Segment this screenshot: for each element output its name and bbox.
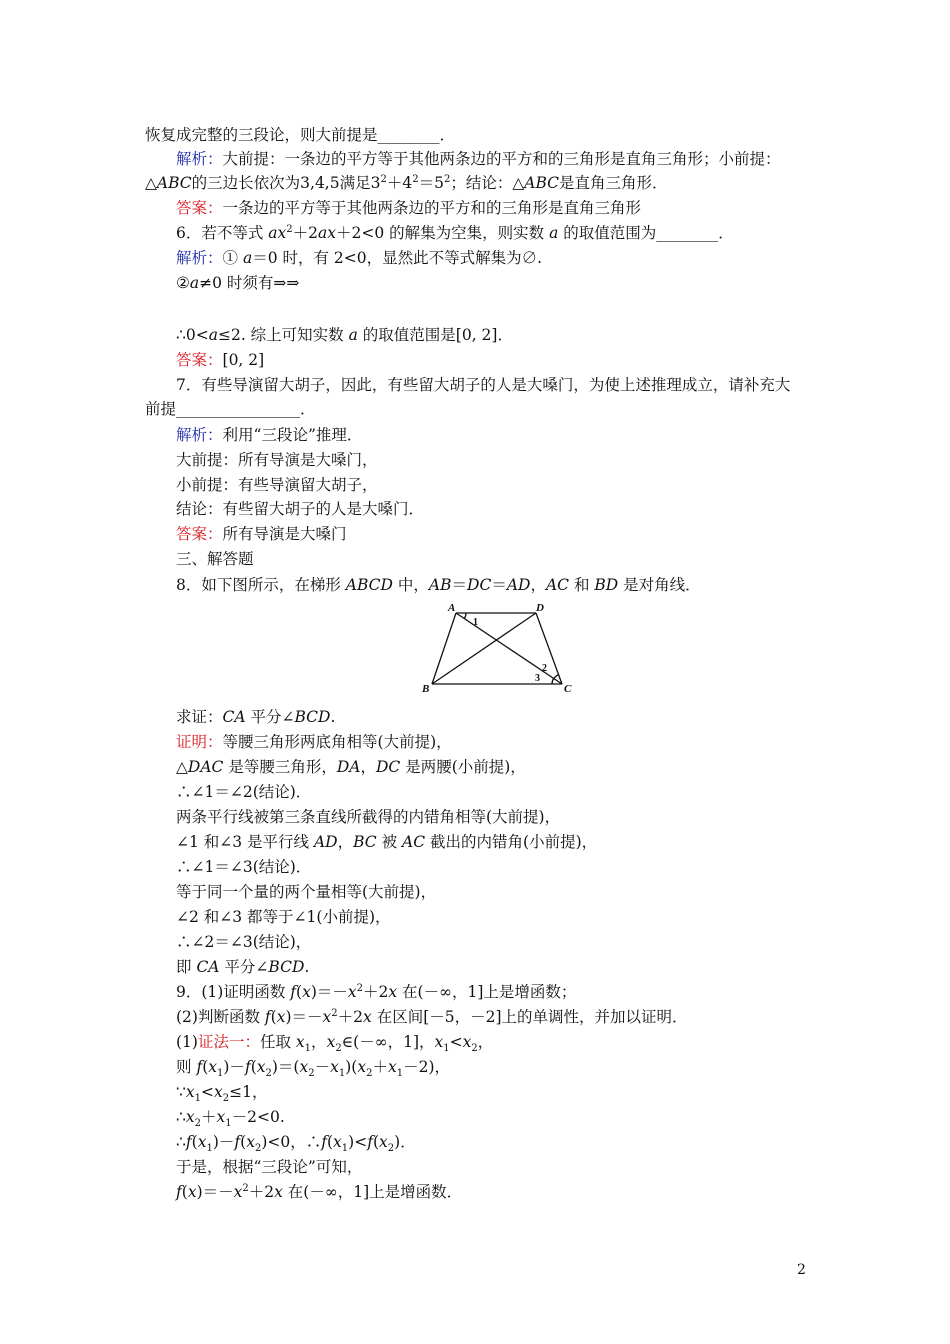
- text-line: [176, 1181, 856, 1203]
- superscript: 2: [286, 223, 293, 235]
- text: ∵: [176, 1083, 186, 1101]
- text: 截出的内错角(小前提)，: [425, 833, 598, 851]
- math-var: x: [256, 1058, 266, 1076]
- answer-label: 答案：: [176, 351, 223, 369]
- text: ＝: [451, 576, 468, 594]
- subscript: 1: [304, 1043, 312, 1055]
- text: △: [176, 758, 188, 776]
- question-line: [176, 574, 856, 596]
- subscript: 2: [265, 1068, 272, 1080]
- text-line: [176, 756, 856, 778]
- text: 的取值范围是[0, 2]．: [357, 326, 513, 344]
- text: 所有导演是大嗓门: [222, 525, 347, 543]
- text: ≤1，: [229, 1083, 268, 1101]
- text-line: [176, 1131, 856, 1153]
- text: ∴0<: [176, 326, 209, 344]
- text: (: [270, 1008, 277, 1026]
- text: )＝－: [196, 1183, 234, 1201]
- angle-3-arc: [552, 678, 554, 684]
- text: ＋: [201, 1108, 217, 1126]
- text-line: [176, 806, 856, 828]
- text: ，: [360, 758, 376, 776]
- text: ＋2: [363, 983, 389, 1001]
- text: ＝0 时，有 2<0，显然此不等式解集为∅.: [252, 249, 543, 267]
- text: ＋: [372, 1058, 388, 1076]
- math-var: a: [208, 326, 218, 344]
- section-heading: [176, 548, 856, 570]
- text: 被: [376, 833, 403, 851]
- text: ∴∠1＝∠3(结论)．: [176, 858, 312, 876]
- subscript: 2: [335, 1043, 342, 1055]
- text-line: [176, 1156, 856, 1178]
- text: ①: [222, 249, 243, 267]
- math-var: DA: [336, 758, 361, 776]
- subscript: 2: [222, 1093, 230, 1105]
- text: )(: [345, 1058, 358, 1076]
- math-var: AC: [545, 576, 570, 594]
- text: 结论：有些留大胡子的人是大嗓门．: [176, 500, 425, 518]
- text: (1): [176, 1033, 198, 1051]
- analysis-line: [176, 247, 856, 269]
- text: )＝(: [271, 1058, 300, 1076]
- vertex-label-d: D: [536, 602, 544, 614]
- math-var: x: [295, 1033, 305, 1051]
- text: ＋2: [292, 224, 319, 242]
- text: ；结论：△: [450, 174, 525, 192]
- text: 是等腰三角形，: [223, 758, 337, 776]
- math-var: x: [185, 1083, 195, 1101]
- text: ∈(－∞，1]，: [341, 1033, 435, 1051]
- superscript: 2: [331, 1007, 338, 1019]
- text: (2)判断函数: [176, 1008, 265, 1026]
- text: 大前提：一条边的平方等于其他两条边的平方和的三角形是直角三角形；小前提：: [222, 150, 781, 168]
- math-var: f: [196, 1058, 203, 1076]
- text-line: [176, 881, 856, 903]
- text: 6．若不等式: [176, 224, 269, 242]
- text: 7．有些导演留大胡子，因此，有些留大胡子的人是大嗓门，为使上述推理成立，请补充大: [176, 376, 791, 394]
- math-var: x: [347, 983, 357, 1001]
- text-line: [145, 124, 825, 146]
- text: )－: [223, 1058, 245, 1076]
- text: )<0，∴: [261, 1133, 322, 1151]
- math-var: BC: [353, 833, 377, 851]
- text: 任取: [259, 1033, 296, 1051]
- text: .: [304, 958, 310, 976]
- text-line: [176, 1056, 856, 1078]
- question-line: [176, 222, 856, 244]
- math-var: x: [434, 1033, 444, 1051]
- math-var: x: [299, 1058, 309, 1076]
- text: 求证：: [176, 708, 223, 726]
- math-var: x: [388, 1058, 397, 1076]
- text: 利用“三段论”推理．: [222, 426, 363, 444]
- text: 等腰三角形两底角相等(大前提)，: [222, 733, 452, 751]
- text: <: [201, 1083, 214, 1101]
- analysis-line: [176, 424, 856, 446]
- edge-ab: [432, 613, 456, 684]
- text-line: [176, 498, 856, 520]
- text-line: [176, 1106, 856, 1128]
- answer-line: [176, 349, 856, 371]
- text: ∴: [176, 1133, 186, 1151]
- text: 在区间[－5，－2]上的单调性，并加以证明．: [371, 1008, 688, 1026]
- answer-label: 答案：: [176, 199, 223, 217]
- math-var: x: [302, 983, 311, 1001]
- math-var: a: [348, 326, 358, 344]
- math-var: BD: [594, 576, 619, 594]
- superscript: 2: [380, 173, 387, 185]
- angle-2-arc: [554, 675, 559, 679]
- text: 在(－∞，1]上是增函数．: [282, 1183, 463, 1201]
- math-var: x: [197, 1133, 207, 1151]
- text: 则: [176, 1058, 197, 1076]
- text: ＝: [491, 576, 507, 594]
- text: 平分∠: [219, 958, 269, 976]
- math-var: x: [333, 1133, 342, 1151]
- math-var: DC: [467, 576, 492, 594]
- text: 中，: [392, 576, 429, 594]
- text-line: [145, 172, 825, 194]
- text: ∴: [176, 1108, 186, 1126]
- text-line: [145, 398, 825, 420]
- text: (: [372, 1133, 380, 1151]
- text: (: [250, 1058, 257, 1076]
- superscript: 2: [412, 173, 419, 185]
- math-var: x: [276, 1008, 286, 1026]
- math-var: x: [208, 1058, 217, 1076]
- angle-label-1: 1: [473, 617, 478, 628]
- superscript: 2: [356, 982, 363, 994]
- question-line: [176, 981, 856, 1003]
- text: ②: [176, 274, 190, 292]
- subscript: 1: [194, 1093, 201, 1105]
- math-var: a: [189, 274, 200, 292]
- math-var: f: [264, 1008, 271, 1026]
- text: [0, 2]: [222, 351, 265, 369]
- math-var: x: [462, 1033, 472, 1051]
- analysis-line: [176, 148, 856, 170]
- text: ，: [311, 1033, 327, 1051]
- math-var: f: [176, 1183, 182, 1201]
- question-line: [176, 374, 856, 396]
- answer-label: 答案：: [176, 525, 223, 543]
- text: 即: [176, 958, 197, 976]
- text: (: [296, 983, 303, 1001]
- math-var: BCD: [294, 708, 331, 726]
- math-var: ax: [268, 224, 287, 242]
- text-line: [176, 449, 856, 471]
- text: 的三边长依次为3,4,5满足3: [191, 174, 381, 192]
- text: <: [449, 1033, 463, 1051]
- text: (: [240, 1133, 247, 1151]
- math-var: x: [357, 1058, 367, 1076]
- math-var: x: [187, 1183, 197, 1201]
- text: (: [326, 1133, 334, 1151]
- text: 是两腰(小前提)，: [400, 758, 526, 776]
- text: 是直角三角形．: [559, 174, 668, 192]
- math-var: AB: [428, 576, 452, 594]
- math-var: x: [388, 983, 398, 1001]
- superscript: 2: [443, 173, 451, 185]
- math-var: x: [379, 1133, 388, 1151]
- math-var: f: [367, 1133, 373, 1151]
- text: ∠2 和∠3 都等于∠1(小前提)，: [176, 908, 391, 926]
- diagonal-bd: [432, 613, 536, 684]
- analysis-label: 解析：: [176, 426, 223, 444]
- text-line: [176, 906, 856, 928]
- answer-line: [176, 523, 856, 545]
- text: (: [181, 1183, 188, 1201]
- text: ＋2: [248, 1183, 275, 1201]
- math-var: a: [549, 224, 559, 242]
- math-var: CA: [222, 708, 246, 726]
- math-var: ABC: [524, 174, 559, 192]
- math-var: a: [242, 249, 253, 267]
- math-var: BCD: [268, 958, 305, 976]
- math-var: x: [274, 1183, 283, 1201]
- text: 平分∠: [245, 708, 295, 726]
- angle-label-3: 3: [535, 673, 540, 684]
- text: ＝5: [418, 174, 444, 192]
- proof-line: [176, 1031, 856, 1053]
- text: 小前提：有些导演留大胡子，: [176, 476, 378, 494]
- analysis-label: 解析：: [176, 249, 223, 267]
- proof-label: 证明：: [176, 733, 223, 751]
- question-line: [176, 1006, 856, 1028]
- math-var: x: [322, 1008, 332, 1026]
- text-line: [176, 1081, 856, 1103]
- text: －: [314, 1058, 331, 1076]
- text: .: [330, 708, 336, 726]
- text: ＋4: [386, 174, 413, 192]
- proof-method-label: 证法一：: [197, 1033, 260, 1051]
- subscript: 2: [308, 1068, 315, 1080]
- angle-label-2: 2: [542, 663, 547, 674]
- math-var: ABC: [156, 174, 192, 192]
- subscript: 1: [338, 1068, 346, 1080]
- vertex-label-b: B: [422, 683, 430, 694]
- subscript: 1: [225, 1118, 232, 1130]
- text: ≠0 时须有⇒⇒: [199, 274, 300, 292]
- text: 大前提：所有导演是大嗓门，: [176, 451, 378, 469]
- text-line: [176, 931, 856, 953]
- text: 是对角线．: [618, 576, 701, 594]
- math-var: f: [244, 1058, 251, 1076]
- vertex-label-c: C: [564, 683, 572, 694]
- text: ，: [530, 576, 546, 594]
- math-var: x: [216, 1108, 226, 1126]
- text: 等于同一个量的两个量相等(大前提)，: [176, 883, 437, 901]
- text: ≤2. 综上可知实数: [217, 326, 349, 344]
- text: )＝－: [310, 983, 348, 1001]
- text: ∴∠2＝∠3(结论)，: [176, 933, 312, 951]
- math-var: ABCD: [345, 576, 393, 594]
- analysis-label: 解析：: [176, 150, 223, 168]
- math-var: x: [363, 1008, 372, 1026]
- text: 8．如下图所示，在梯形: [176, 576, 346, 594]
- subscript: 1: [443, 1043, 450, 1055]
- angle-1-arc: [464, 613, 466, 619]
- text-line: [176, 272, 856, 294]
- text: 三、解答题: [176, 550, 254, 568]
- text: ＋2<0 的解集为空集，则实数: [336, 224, 550, 242]
- text: )．: [394, 1133, 416, 1151]
- answer-line: [176, 197, 856, 219]
- math-var: f: [185, 1133, 192, 1151]
- subscript: 1: [341, 1143, 349, 1155]
- text: ，: [337, 833, 354, 851]
- subscript: 2: [387, 1143, 395, 1155]
- math-var: x: [233, 1183, 243, 1201]
- math-var: AD: [313, 833, 338, 851]
- subscript: 2: [194, 1118, 201, 1130]
- text-line: [176, 474, 856, 496]
- math-var: DAC: [187, 758, 224, 776]
- text: )<: [348, 1133, 368, 1151]
- text-line: [176, 956, 856, 978]
- text-line: [176, 781, 856, 803]
- subscript: 1: [396, 1068, 404, 1080]
- math-var: DC: [375, 758, 401, 776]
- text: －2<0.: [231, 1108, 285, 1126]
- math-var: x: [246, 1133, 255, 1151]
- trapezoid-figure: [418, 602, 578, 694]
- math-var: f: [321, 1133, 327, 1151]
- math-var: AC: [402, 833, 426, 851]
- text: (: [191, 1133, 198, 1151]
- text: ∴∠1＝∠2(结论)．: [176, 783, 312, 801]
- subscript: 1: [217, 1068, 224, 1080]
- superscript: 2: [242, 1182, 249, 1194]
- text: )＝－: [285, 1008, 323, 1026]
- math-var: x: [214, 1083, 223, 1101]
- text: 前提________________．: [145, 400, 316, 418]
- text: 在(－∞，1]上是增函数；: [397, 983, 577, 1001]
- text: 9．(1)证明函数: [176, 983, 291, 1001]
- text: 的取值范围为________．: [558, 224, 734, 242]
- text: 于是，根据“三段论”可知，: [176, 1158, 363, 1176]
- proof-line: [176, 731, 856, 753]
- math-var: f: [290, 983, 296, 1001]
- math-var: AD: [506, 576, 531, 594]
- math-var: f: [234, 1133, 241, 1151]
- text: (: [202, 1058, 209, 1076]
- subscript: 2: [366, 1068, 373, 1080]
- text: ，: [477, 1033, 494, 1051]
- text-line: [176, 831, 856, 853]
- math-var: x: [326, 1033, 336, 1051]
- vertex-label-a: A: [448, 602, 456, 614]
- math-var: x: [185, 1108, 195, 1126]
- text: 和: [569, 576, 595, 594]
- text-line: [176, 706, 856, 728]
- text: 一条边的平方等于其他两条边的平方和的三角形是直角三角形: [222, 199, 642, 217]
- text-line: [176, 856, 856, 878]
- text: 两条平行线被第三条直线所截得的内错角相等(大前提)，: [176, 808, 561, 826]
- subscript: 1: [206, 1143, 213, 1155]
- text: )－: [212, 1133, 235, 1151]
- text: －2)，: [403, 1058, 451, 1076]
- subscript: 2: [254, 1143, 262, 1155]
- page-number: 2: [797, 1262, 806, 1278]
- text: △: [145, 174, 157, 192]
- text: 恢复成完整的三段论，则大前提是________．: [145, 126, 456, 144]
- math-var: x: [330, 1058, 339, 1076]
- math-var: CA: [196, 958, 220, 976]
- text: ＋2: [337, 1008, 364, 1026]
- math-var: ax: [318, 224, 337, 242]
- text-line: [176, 324, 856, 346]
- text: ∠1 和∠3 是平行线: [176, 833, 314, 851]
- subscript: 2: [471, 1043, 478, 1055]
